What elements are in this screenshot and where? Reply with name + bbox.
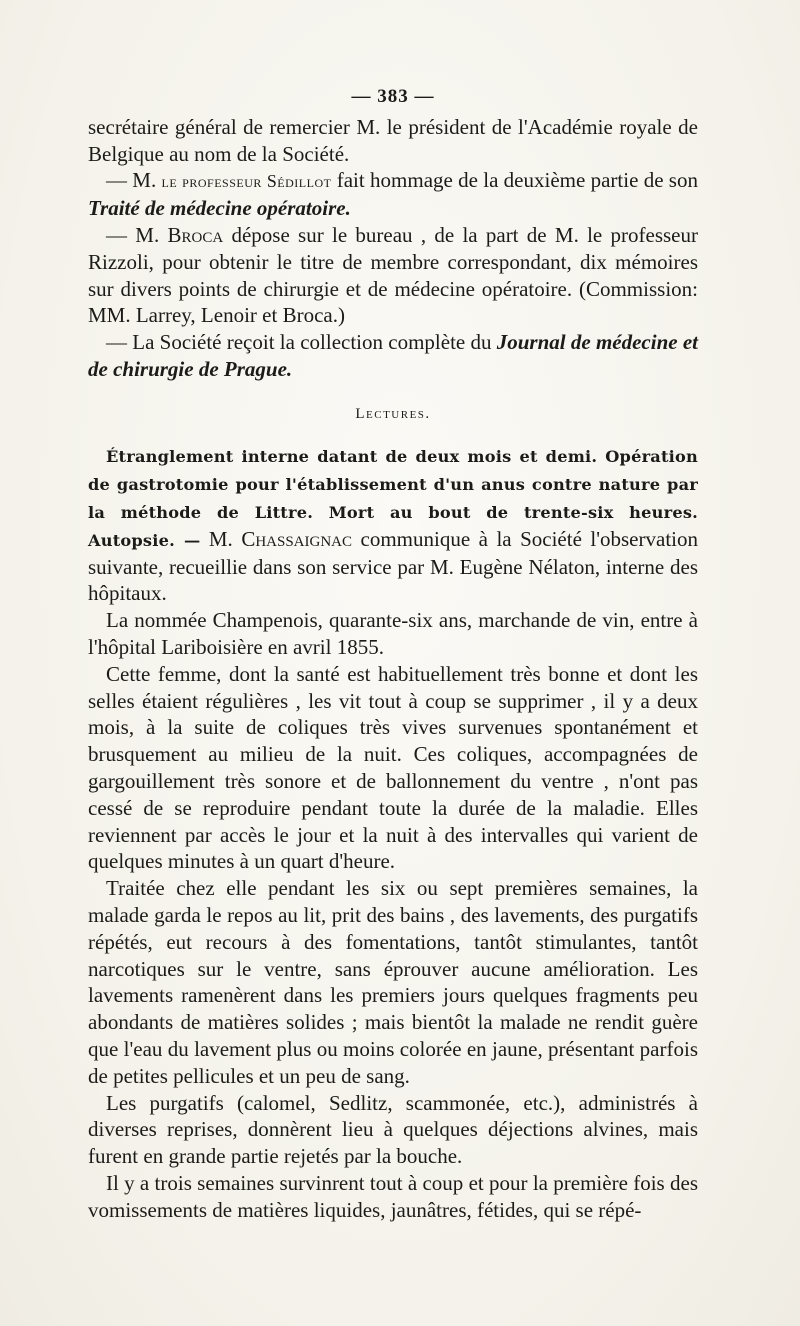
case-intro-text: communique à la Société l'observation suivante, recueillie dans son service par M. Eugène Nélaton, interne des hôpitaux. [88,526,698,606]
page-number: — 383 — [351,86,435,107]
case-title: Étranglement interne datant de deux mois et demi. Opération de gastrotomie pour l'établissement d'un anus contre nature par la méthode de Littre. Mort au bout de trente-six heures. Autopsie. — [88,446,698,550]
paragraph-text: — La Société reçoit la collection complète du [106,330,497,355]
page-body [88,84,698,1223]
paragraph-journal [88,329,698,383]
book-title: Traité de médecine opératoire. [88,196,351,221]
paragraph-text: fait hommage de la deuxième partie de son [331,168,698,193]
case-paragraph-c: Traitée chez elle pendant les six ou sept premières semaines, la malade garda le repos au lit, prit des bains , des lavements, des purgatifs répétés, eut recours à des fomentations, tantôt stimulantes, tantôt narcotiques sur le ventre, sans éprouver aucune amélioration. Les lavements ramenèrent dans les premiers jours quelques fragments peu abondants de matières solides ; mais bientôt la malade ne rendit guère que l'eau du lavement plus ou moins colorée en jaune, présentant parfois de petites pellicules et un peu de sang. [88,876,698,1088]
section-heading: Lectures. [355,405,431,422]
case-intro-prefix: M. [200,526,242,551]
person-name: Broca [167,222,224,247]
dash-prefix: — M. [106,222,168,247]
paragraph-1 [88,114,698,168]
journal-title: Journal de médecine et de chirurgie de Prague. [88,330,698,381]
case-paragraph-e: Il y a trois semaines survinrent tout à coup et pour la première fois des vomissements de matières liquides, jaunâtres, fétides, qui se répé- [88,1170,698,1222]
person-name: Chassaignac [241,526,352,551]
person-name: le professeur Sédillot [161,171,332,192]
case-intro-paragraph [88,442,698,608]
dash-prefix: — M. [106,168,162,193]
case-paragraph-b: Cette femme, dont la santé est habituellement très bonne et dont les selles étaient régulières , les vit tout à coup se supprimer , il y a deux mois, à la suite de coliques très vives survenues spontanément et brusquement au milieu de la nuit. Ces coliques, accompagnées de gargouillement très sonore et de ballonnement du ventre , n'ont pas cessé de se reproduire pendant toute la durée de la maladie. Elles reviennent par accès le jour et la nuit à des intervalles qui varient de quelques minutes à un quart d'heure. [88,661,698,874]
case-paragraph-d: Les purgatifs (calomel, Sedlitz, scammonée, etc.), administrés à diverses reprises, donnèrent lieu à quelques déjections alvines, mais furent en grande partie rejetés par la bouche. [88,1090,698,1169]
paragraph-text: dépose sur le bureau , de la part de M. le professeur Rizzoli, pour obtenir le titre de membre correspondant, dix mémoires sur divers points de chirurgie et de médecine opératoire. (Commission: MM. Larrey, Lenoir et Broca.) [88,222,698,328]
case-paragraph-a: La nommée Champenois, quarante-six ans, marchande de vin, entre à l'hôpital Lariboisière en avril 1855. [88,608,698,659]
paragraph-broca [88,222,698,329]
paragraph-1-text: secrétaire général de remercier M. le président de l'Académie royale de Belgique au nom de la Société. [88,114,698,166]
paragraph-sedillot [88,167,698,222]
